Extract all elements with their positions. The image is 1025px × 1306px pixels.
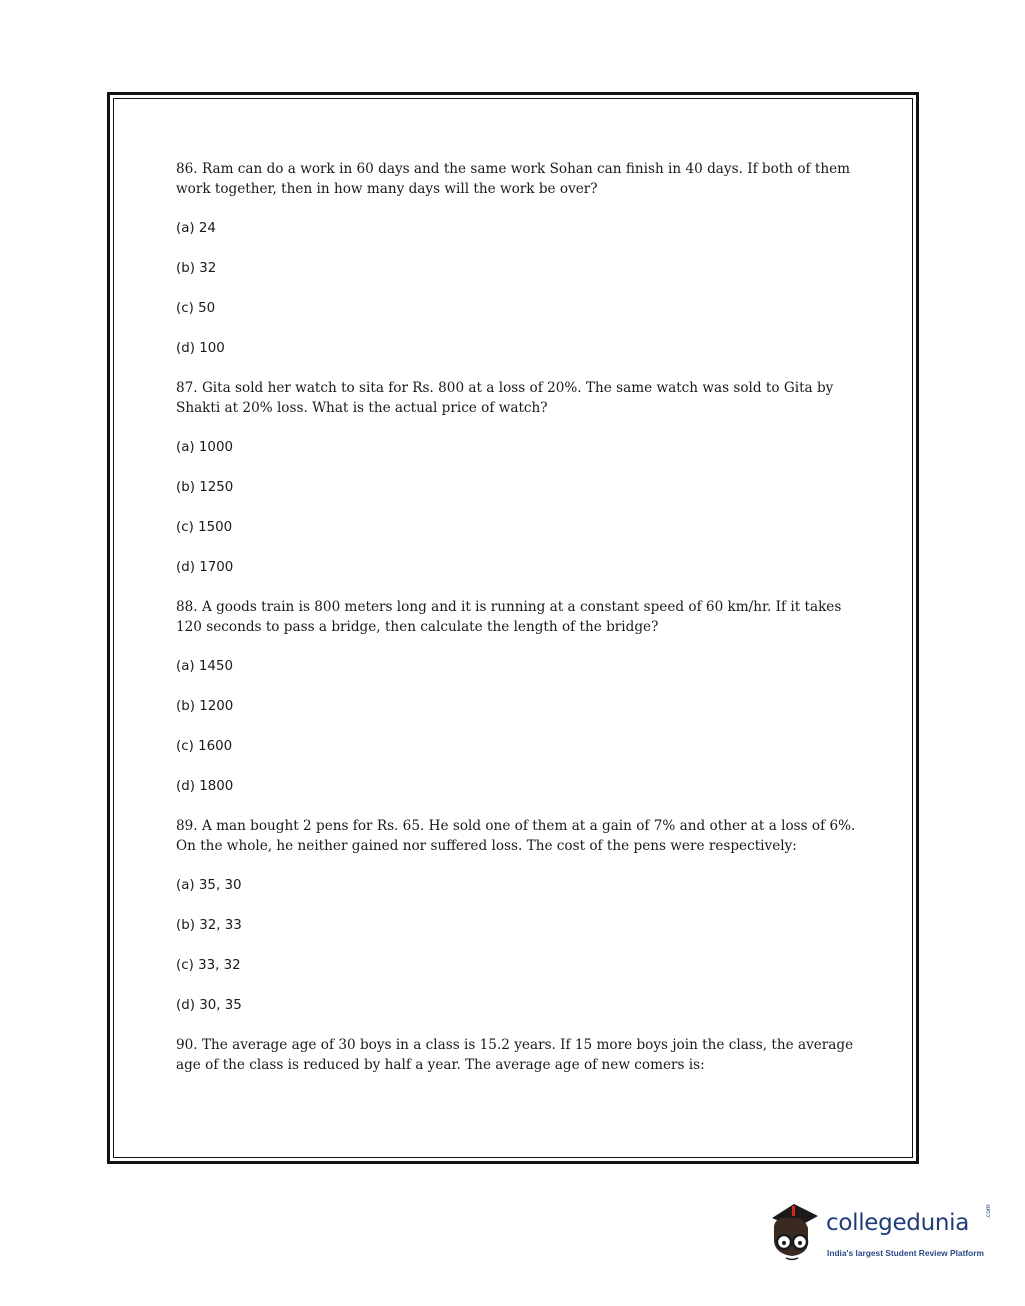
option-c: (c) 1500 [176,520,233,535]
option-a: (a) 1000 [176,440,233,455]
question-text: 87. Gita sold her watch to sita for Rs. 800 at a loss of 20%. The same watch was sold to Gita by Shakti at 20% loss. What is the actual price of watch? [176,380,834,416]
option-a: (a) 1450 [176,659,233,674]
mascot-logo-icon [768,1198,826,1268]
question-88 [176,598,856,797]
question-86 [176,160,856,359]
collegedunia-brand [768,1198,998,1268]
cap-tassel-icon [792,1206,795,1216]
question-87 [176,379,856,578]
question-text: 86. Ram can do a work in 60 days and the same work Sohan can finish in 40 days. If both of them work together, then in how many days will the work be over? [176,161,851,197]
question-text: 88. A goods train is 800 meters long and it is running at a constant speed of 60 km/hr. If it takes 120 seconds to pass a bridge, then calculate the length of the bridge? [176,599,842,635]
question-text: 90. The average age of 30 boys in a class is 15.2 years. If 15 more boys join the class, the average age of the class is reduced by half a year. The average age of new comers is: [176,1037,854,1073]
question-text: 89. A man bought 2 pens for Rs. 65. He sold one of them at a gain of 7% and other at a loss of 6%. On the whole, he neither gained nor suffered loss. The cost of the pens were respectively: [176,818,856,854]
option-c: (c) 33, 32 [176,958,241,973]
question-90 [176,1036,856,1075]
question-89 [176,817,856,1016]
option-d: (d) 1800 [176,779,234,794]
brand-suffix: .com [985,1204,992,1219]
option-a: (a) 24 [176,221,216,236]
option-b: (b) 1200 [176,699,234,714]
option-c: (c) 50 [176,301,216,316]
option-b: (b) 1250 [176,480,234,495]
option-d: (d) 100 [176,341,225,356]
brand-tagline: India's largest Student Review Platform [827,1248,984,1258]
brand-name: collegedunia [826,1210,970,1236]
option-d: (d) 30, 35 [176,998,242,1013]
questions-section [176,160,856,1095]
option-b: (b) 32 [176,261,217,276]
option-a: (a) 35, 30 [176,878,242,893]
smile-icon [786,1258,798,1260]
option-c: (c) 1600 [176,739,233,754]
option-d: (d) 1700 [176,560,234,575]
option-b: (b) 32, 33 [176,918,242,933]
